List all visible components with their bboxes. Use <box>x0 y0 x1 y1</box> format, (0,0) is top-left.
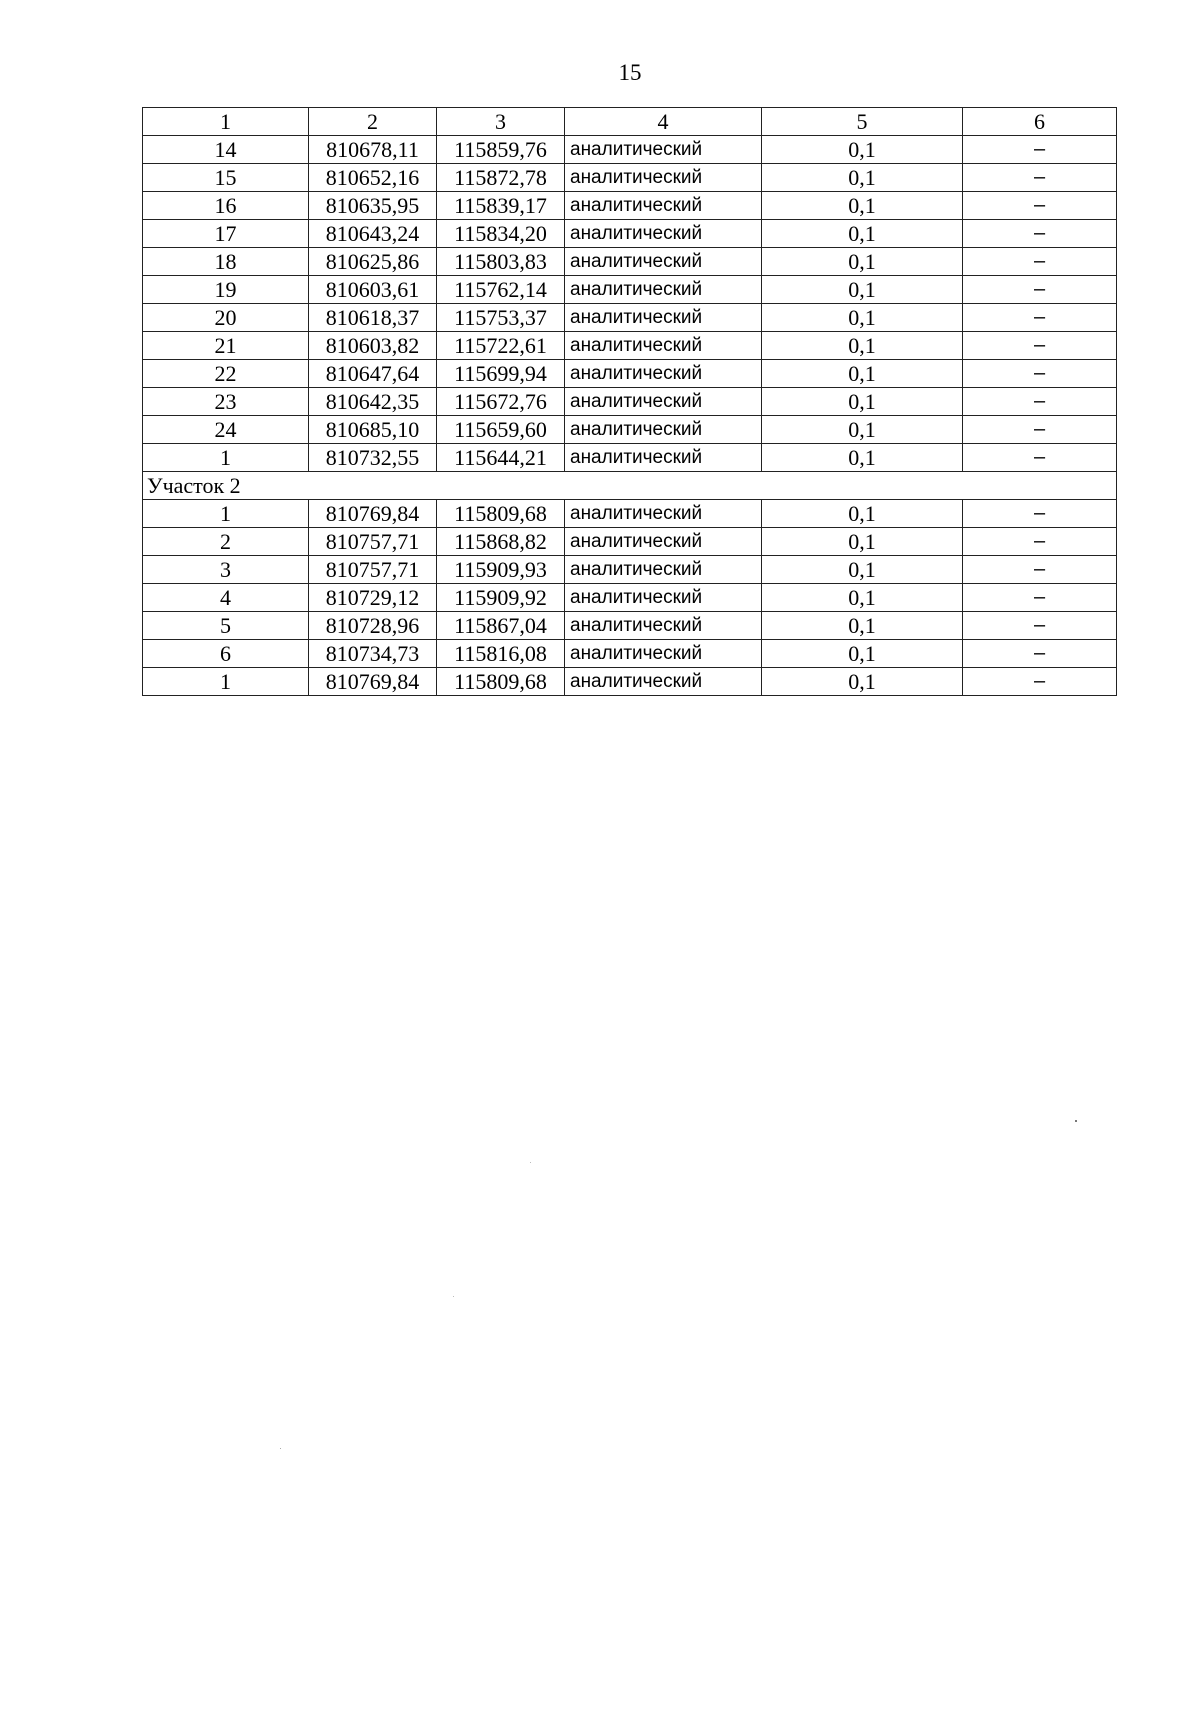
y-coordinate-cell: 115816,08 <box>437 640 565 668</box>
point-number-cell: 2 <box>143 528 309 556</box>
point-number-cell: 16 <box>143 192 309 220</box>
table-row <box>143 668 1117 696</box>
method-cell: аналитический <box>565 192 762 220</box>
table-row <box>143 164 1117 192</box>
point-number-cell: 17 <box>143 220 309 248</box>
x-coordinate-cell: 810757,71 <box>309 556 437 584</box>
remark-cell: – <box>963 612 1117 640</box>
x-coordinate-cell: 810734,73 <box>309 640 437 668</box>
scan-speck <box>530 1162 531 1163</box>
point-number-cell: 19 <box>143 276 309 304</box>
y-coordinate-cell: 115859,76 <box>437 136 565 164</box>
remark-cell: – <box>963 360 1117 388</box>
point-number-cell: 1 <box>143 444 309 472</box>
x-coordinate-cell: 810757,71 <box>309 528 437 556</box>
x-coordinate-cell: 810652,16 <box>309 164 437 192</box>
method-cell: аналитический <box>565 136 762 164</box>
point-number-cell: 20 <box>143 304 309 332</box>
table-row <box>143 388 1117 416</box>
method-cell: аналитический <box>565 556 762 584</box>
y-coordinate-cell: 115909,93 <box>437 556 565 584</box>
x-coordinate-cell: 810603,82 <box>309 332 437 360</box>
point-number-cell: 22 <box>143 360 309 388</box>
table-row <box>143 640 1117 668</box>
x-coordinate-cell: 810728,96 <box>309 612 437 640</box>
table-row <box>143 528 1117 556</box>
method-cell: аналитический <box>565 332 762 360</box>
accuracy-cell: 0,1 <box>762 248 963 276</box>
point-number-cell: 18 <box>143 248 309 276</box>
y-coordinate-cell: 115872,78 <box>437 164 565 192</box>
column-header: 2 <box>309 108 437 136</box>
remark-cell: – <box>963 500 1117 528</box>
table-row <box>143 220 1117 248</box>
accuracy-cell: 0,1 <box>762 276 963 304</box>
column-header: 3 <box>437 108 565 136</box>
y-coordinate-cell: 115659,60 <box>437 416 565 444</box>
point-number-cell: 1 <box>143 668 309 696</box>
accuracy-cell: 0,1 <box>762 360 963 388</box>
method-cell: аналитический <box>565 500 762 528</box>
y-coordinate-cell: 115753,37 <box>437 304 565 332</box>
table-row <box>143 276 1117 304</box>
point-number-cell: 21 <box>143 332 309 360</box>
x-coordinate-cell: 810618,37 <box>309 304 437 332</box>
accuracy-cell: 0,1 <box>762 220 963 248</box>
remark-cell: – <box>963 640 1117 668</box>
method-cell: аналитический <box>565 388 762 416</box>
method-cell: аналитический <box>565 416 762 444</box>
table-row <box>143 556 1117 584</box>
remark-cell: – <box>963 192 1117 220</box>
method-cell: аналитический <box>565 640 762 668</box>
method-cell: аналитический <box>565 248 762 276</box>
column-header: 4 <box>565 108 762 136</box>
y-coordinate-cell: 115722,61 <box>437 332 565 360</box>
method-cell: аналитический <box>565 528 762 556</box>
accuracy-cell: 0,1 <box>762 528 963 556</box>
remark-cell: – <box>963 584 1117 612</box>
accuracy-cell: 0,1 <box>762 332 963 360</box>
column-header: 5 <box>762 108 963 136</box>
accuracy-cell: 0,1 <box>762 416 963 444</box>
section-title: Участок 2 <box>143 472 1117 500</box>
table-row <box>143 360 1117 388</box>
remark-cell: – <box>963 220 1117 248</box>
column-header: 1 <box>143 108 309 136</box>
x-coordinate-cell: 810603,61 <box>309 276 437 304</box>
method-cell: аналитический <box>565 668 762 696</box>
point-number-cell: 24 <box>143 416 309 444</box>
point-number-cell: 15 <box>143 164 309 192</box>
point-number-cell: 3 <box>143 556 309 584</box>
y-coordinate-cell: 115839,17 <box>437 192 565 220</box>
y-coordinate-cell: 115699,94 <box>437 360 565 388</box>
remark-cell: – <box>963 136 1117 164</box>
table-row <box>143 416 1117 444</box>
point-number-cell: 1 <box>143 500 309 528</box>
accuracy-cell: 0,1 <box>762 304 963 332</box>
table-row <box>143 192 1117 220</box>
table-row <box>143 248 1117 276</box>
method-cell: аналитический <box>565 164 762 192</box>
method-cell: аналитический <box>565 304 762 332</box>
remark-cell: – <box>963 248 1117 276</box>
method-cell: аналитический <box>565 612 762 640</box>
point-number-cell: 6 <box>143 640 309 668</box>
point-number-cell: 4 <box>143 584 309 612</box>
remark-cell: – <box>963 668 1117 696</box>
accuracy-cell: 0,1 <box>762 388 963 416</box>
remark-cell: – <box>963 332 1117 360</box>
coordinates-table <box>142 107 1117 696</box>
x-coordinate-cell: 810643,24 <box>309 220 437 248</box>
table-row <box>143 612 1117 640</box>
y-coordinate-cell: 115809,68 <box>437 500 565 528</box>
remark-cell: – <box>963 444 1117 472</box>
method-cell: аналитический <box>565 220 762 248</box>
remark-cell: – <box>963 388 1117 416</box>
point-number-cell: 23 <box>143 388 309 416</box>
y-coordinate-cell: 115834,20 <box>437 220 565 248</box>
accuracy-cell: 0,1 <box>762 164 963 192</box>
scan-speck <box>453 1296 454 1297</box>
accuracy-cell: 0,1 <box>762 192 963 220</box>
accuracy-cell: 0,1 <box>762 612 963 640</box>
table-row <box>143 444 1117 472</box>
x-coordinate-cell: 810732,55 <box>309 444 437 472</box>
scan-speck <box>280 1448 281 1449</box>
x-coordinate-cell: 810729,12 <box>309 584 437 612</box>
x-coordinate-cell: 810769,84 <box>309 668 437 696</box>
column-header: 6 <box>963 108 1117 136</box>
y-coordinate-cell: 115762,14 <box>437 276 565 304</box>
x-coordinate-cell: 810647,64 <box>309 360 437 388</box>
x-coordinate-cell: 810769,84 <box>309 500 437 528</box>
accuracy-cell: 0,1 <box>762 640 963 668</box>
x-coordinate-cell: 810678,11 <box>309 136 437 164</box>
accuracy-cell: 0,1 <box>762 500 963 528</box>
accuracy-cell: 0,1 <box>762 444 963 472</box>
point-number-cell: 5 <box>143 612 309 640</box>
method-cell: аналитический <box>565 584 762 612</box>
y-coordinate-cell: 115672,76 <box>437 388 565 416</box>
accuracy-cell: 0,1 <box>762 136 963 164</box>
method-cell: аналитический <box>565 360 762 388</box>
remark-cell: – <box>963 276 1117 304</box>
table-row <box>143 584 1117 612</box>
table-row <box>143 500 1117 528</box>
table-header-row <box>143 108 1117 136</box>
accuracy-cell: 0,1 <box>762 584 963 612</box>
accuracy-cell: 0,1 <box>762 668 963 696</box>
y-coordinate-cell: 115868,82 <box>437 528 565 556</box>
page-number: 15 <box>618 60 642 85</box>
x-coordinate-cell: 810635,95 <box>309 192 437 220</box>
table-row <box>143 136 1117 164</box>
x-coordinate-cell: 810685,10 <box>309 416 437 444</box>
accuracy-cell: 0,1 <box>762 556 963 584</box>
remark-cell: – <box>963 528 1117 556</box>
y-coordinate-cell: 115909,92 <box>437 584 565 612</box>
remark-cell: – <box>963 304 1117 332</box>
y-coordinate-cell: 115803,83 <box>437 248 565 276</box>
method-cell: аналитический <box>565 276 762 304</box>
remark-cell: – <box>963 556 1117 584</box>
remark-cell: – <box>963 416 1117 444</box>
x-coordinate-cell: 810642,35 <box>309 388 437 416</box>
section-header-row <box>143 472 1117 500</box>
method-cell: аналитический <box>565 444 762 472</box>
y-coordinate-cell: 115809,68 <box>437 668 565 696</box>
x-coordinate-cell: 810625,86 <box>309 248 437 276</box>
table-row <box>143 304 1117 332</box>
y-coordinate-cell: 115644,21 <box>437 444 565 472</box>
scan-speck <box>1075 1120 1077 1122</box>
remark-cell: – <box>963 164 1117 192</box>
y-coordinate-cell: 115867,04 <box>437 612 565 640</box>
point-number-cell: 14 <box>143 136 309 164</box>
table-row <box>143 332 1117 360</box>
